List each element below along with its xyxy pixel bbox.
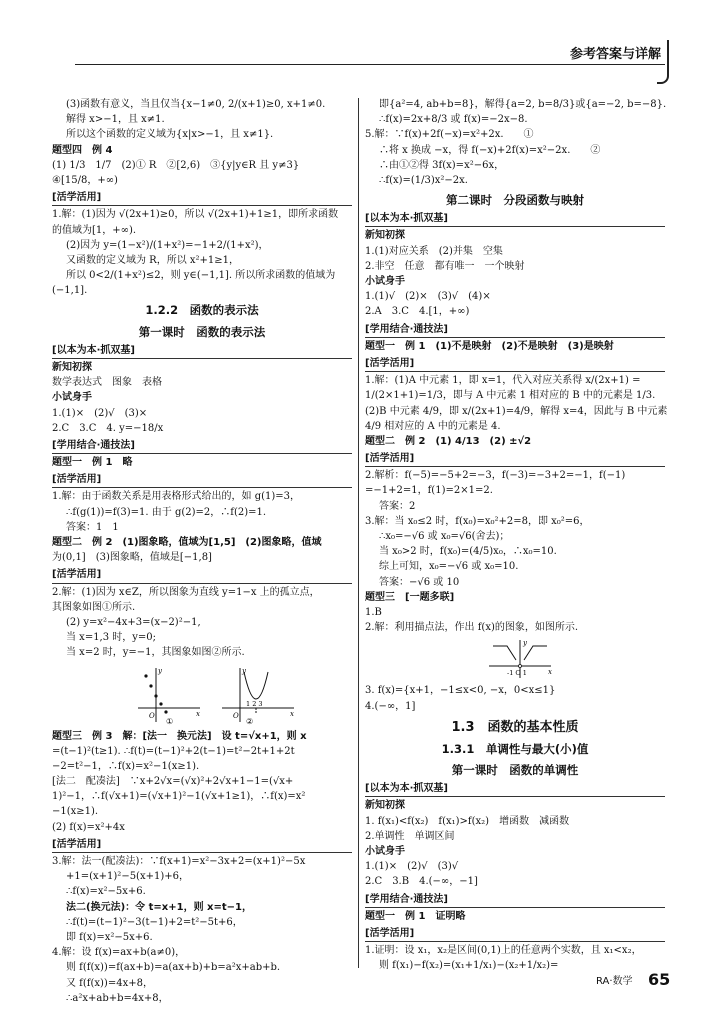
page-header-title: 参考答案与详解 xyxy=(569,47,661,62)
right-block-3 xyxy=(365,684,665,712)
lesson-heading: 第一课时 函数的表示法 xyxy=(138,324,266,339)
right-column xyxy=(365,98,668,976)
tag-huoxue: [活学活用] xyxy=(52,838,352,853)
text-line: 的值域为[1，+∞). xyxy=(52,224,137,236)
text-line: 题型四 例 4 xyxy=(52,144,113,156)
text-line: 2.C 3.C 4. y=−18/x xyxy=(52,422,164,434)
text-line: 1)²−1，∴f(√x+1)=(√x+1)²−1(√x+1≥1)，∴f(x)=x² xyxy=(52,791,306,803)
tag-huoxue: [活学活用] xyxy=(365,357,665,372)
text-line: 4.(−∞，1] xyxy=(365,700,416,712)
text-line: 答案：−√6 或 10 xyxy=(379,576,460,588)
text-line: 1.(1)× (2)√ (3)√ xyxy=(365,861,459,873)
text-line: 2.C 3.B 4.(−∞，−1] xyxy=(365,876,478,888)
text-line: ∴a²x+ab+b=4x+8， xyxy=(66,992,169,1004)
text-line: 答案：1 1 xyxy=(66,521,119,533)
text-line: 1.解：(1)A 中元素 1，即 x=1，代入对应关系得 x/(2x+1) = xyxy=(365,375,641,387)
figure-2-caption: ② xyxy=(246,716,254,726)
text-line: =(t−1)²(t≥1). ∴f(t)=(t−1)²+2(t−1)=t²−2t+1+2t xyxy=(52,745,295,757)
text-line: (3)函数有意义，当且仅当{x−1≠0, 2/(x+1)≥0, x+1≠0. xyxy=(66,99,326,110)
text-line: 题型一 例 1 (1)不是映射 (2)不是映射 (3)是映射 xyxy=(365,340,614,352)
column-divider xyxy=(358,98,359,968)
text-line: 则 f(x₁)−f(x₂)=(x₁+1/x₁)−(x₂+1/x₂)= xyxy=(379,960,559,972)
text-line: 法二(换元法)：令 t=x+1，则 x=t−1， xyxy=(66,901,252,913)
text-line: (1) 1/3 1/7 (2)① R ②[2,6) ③{y|y∈R 且 y≠3} xyxy=(52,159,300,171)
figures-row xyxy=(134,664,352,726)
figure-1 xyxy=(134,664,204,726)
text-line: 其图象如图①所示. xyxy=(52,601,136,613)
text-line: (2) f(x)=x²+4x xyxy=(52,821,125,833)
text-line: 小试身手 xyxy=(365,276,405,288)
text-line: +1=(x+1)²−5(x+1)+6， xyxy=(66,871,189,883)
text-line: ∴f(x)=2x+8/3 或 f(x)=−2x−8. xyxy=(379,114,528,126)
text-line: 答案：2 xyxy=(379,500,416,512)
text-line: 1.(1)× (2)√ (3)× xyxy=(52,407,148,419)
text-line: 2.非空 任意 都有唯一 一个映射 xyxy=(365,260,525,272)
text-line: 新知初探 xyxy=(365,800,405,812)
text-line: ∴由①②得 3f(x)=x²−6x， xyxy=(379,159,505,171)
text-line: 1.证明：设 x₁，x₂是区间(0,1)上的任意两个实数，且 x₁<x₂， xyxy=(365,945,642,957)
footer-label: RA·数学 xyxy=(596,976,633,987)
subsection-heading: 1.3.1 单调性与最大(小)值 xyxy=(441,741,589,756)
text-line: [法二 配凑法] ∵x+2√x=(√x)²+2√x+1−1=(√x+ xyxy=(52,776,294,788)
text-line: (2) y=x²−4x+3=(x−2)²−1, xyxy=(66,616,201,628)
left-block-3 xyxy=(52,730,352,1005)
text-line: 2.解析：f(−5)=−5+2=−3，f(−3)=−3+2=−1，f(−1) xyxy=(365,470,626,482)
text-line: 即{a²=4, ab+b=8}，解得{a=2, b=8/3}或{a=−2, b=−8}. xyxy=(379,99,667,110)
text-line: 3.解：法一(配凑法)：∵f(x+1)=x²−3x+2=(x+1)²−5x xyxy=(52,856,306,868)
figure-2 xyxy=(218,664,298,726)
text-line: 当 x=1,3 时，y=0; xyxy=(66,632,157,644)
text-line: ④[15/8，+∞) xyxy=(52,174,118,186)
text-line: 题型一 例 1 略 xyxy=(52,457,133,469)
axis-x-label: x xyxy=(290,709,294,718)
tag-huoxue: [活学活用] xyxy=(365,452,665,467)
tag-huoxue: [活学活用] xyxy=(52,191,352,206)
text-line: (2)因为 y=(1−x²)/(1+x²)=−1+2/(1+x²)， xyxy=(66,239,269,251)
text-line: ∴x₀=−√6 或 x₀=√6(舍去)； xyxy=(379,531,510,543)
text-line: 2.单调性 单调区间 xyxy=(365,830,455,842)
figure-1-caption: ① xyxy=(166,716,174,726)
left-block-2 xyxy=(52,344,352,660)
text-line: 当 x=2 时，y=−1，其图象如图②所示. xyxy=(66,647,245,659)
origin-label: O xyxy=(149,711,155,720)
text-line: ∴f(x)=x²−5x+6. xyxy=(66,886,146,898)
text-line: 题型一 例 1 证明略 xyxy=(365,910,466,922)
right-block-2 xyxy=(365,212,668,634)
tag-xueyong: [学用结合·通技法] xyxy=(52,439,352,454)
tag-xueyong: [学用结合·通技法] xyxy=(365,893,665,908)
section-heading: 1.3 函数的基本性质 xyxy=(451,719,579,735)
text-line: 1. f(x₁)<f(x₂) f(x₁)>f(x₂) 增函数 减函数 xyxy=(365,815,570,827)
figure-3 xyxy=(485,638,555,680)
tag-benwei: [以本为本·抓双基] xyxy=(365,782,665,797)
text-line: ∴将 x 换成 −x，得 f(−x)+2f(x)=x²−2x. ② xyxy=(379,144,601,156)
tag-xueyong: [学用结合·通技法] xyxy=(365,323,665,338)
axis-y-label: y xyxy=(523,639,527,648)
text-line: 1.解：由于函数关系是用表格形式给出的，如 g(1)=3， xyxy=(52,491,301,503)
tag-benwei: [以本为本·抓双基] xyxy=(365,212,665,227)
text-line: 所以这个函数的定义域为{x|x>−1，且 x≠1}. xyxy=(66,129,274,141)
text-line: 又函数的定义域为 R，所以 x²+1≥1， xyxy=(66,254,240,266)
lesson-heading: 第一课时 函数的单调性 xyxy=(451,763,579,778)
axis-x-label: x xyxy=(196,709,200,718)
text-line: 5.解：∵f(x)+2f(−x)=x²+2x. ① xyxy=(365,129,534,141)
text-line: 2.解：(1)因为 x∈Z，所以图象为直线 y=1−x 上的孤立点， xyxy=(52,586,320,598)
text-line: 新知初探 xyxy=(52,361,92,373)
figure-3-wrap xyxy=(485,638,665,680)
axis-y-label: y xyxy=(158,666,162,675)
text-line: 数学表达式 图象 表格 xyxy=(52,377,162,389)
text-line: 综上可知，x₀=−√6 或 x₀=10. xyxy=(379,561,519,573)
tag-huoxue: [活学活用] xyxy=(52,568,352,583)
text-line: ∴f(t)=(t−1)²−3(t−1)+2=t²−5t+6， xyxy=(66,916,243,928)
left-block-1 xyxy=(52,98,352,297)
text-line: 即 f(x)=x²−5x+6. xyxy=(66,931,153,943)
origin-label: O xyxy=(233,711,239,720)
text-line: 题型三 [一题多联] xyxy=(365,591,455,603)
axis-y-label: y xyxy=(242,666,246,675)
tag-benwei: [以本为本·抓双基] xyxy=(52,344,352,359)
text-line: 当 x₀>2 时，f(x₀)=(4/5)x₀，∴x₀=10. xyxy=(379,546,557,558)
text-line: 则 f(f(x))=f(ax+b)=a(ax+b)+b=a²x+ab+b. xyxy=(66,962,281,974)
text-line: 1/(2×1+1)=1/3，即与 A 中元素 1 相对应的 B 中的元素是 1/3. xyxy=(365,390,656,402)
text-line: 1.解：(1)因为 √(2x+1)≥0，所以 √(2x+1)+1≥1，即所求函数 xyxy=(52,209,339,221)
text-line: 3.解：当 x₀≤2 时，f(x₀)=x₀²+2=8，即 x₀²=6， xyxy=(365,515,590,527)
left-column xyxy=(52,98,352,1009)
text-line: 题型二 例 2 (1) 4/13 (2) ±√2 xyxy=(365,435,532,447)
text-line: 题型三 例 3 解：[法一 换元法] 设 t=√x+1，则 x xyxy=(52,730,307,742)
header-rule xyxy=(75,64,665,65)
text-line: 小试身手 xyxy=(52,392,92,404)
text-line: 2.A 3.C 4.[1，+∞) xyxy=(365,306,470,318)
text-line: 题型二 例 2 (1)图象略，值域为[1,5] (2)图象略，值域 xyxy=(52,537,322,549)
right-block-1 xyxy=(365,98,665,187)
text-line: 1.(1)对应关系 (2)并集 空集 xyxy=(365,245,503,257)
text-line: 所以 0<2/(1+x²)≤2，则 y∈(−1,1]. 所以所求函数的值域为 xyxy=(66,270,336,282)
tick-labels: -1 O 1 xyxy=(507,669,527,678)
text-line: (−1,1]. xyxy=(52,285,88,297)
text-line: 2.解：利用描点法，作出 f(x)的图象，如图所示. xyxy=(365,622,579,634)
text-line: 1.(1)√ (2)× (3)√ (4)× xyxy=(365,291,491,303)
tick-labels: 1 2 3 xyxy=(246,699,263,708)
text-line: −1(x≥1). xyxy=(52,806,99,818)
text-line: ∴f(x)=(1/3)x²−2x. xyxy=(379,174,468,186)
text-line: 3. f(x)={x+1，−1≤x<0, −x，0<x≤1} xyxy=(365,685,556,697)
text-line: 为(0,1] (3)图象略，值域是[−1,8] xyxy=(52,552,212,564)
text-line: 4.解：设 f(x)=ax+b(a≠0)， xyxy=(52,947,186,959)
text-line: ∴f(g(1))=f(3)=1. 由于 g(2)=2，∴f(2)=1. xyxy=(66,506,267,518)
text-line: 新知初探 xyxy=(365,230,405,242)
text-line: 1.B xyxy=(365,606,382,618)
section-heading: 1.2.2 函数的表示法 xyxy=(145,303,259,318)
axis-x-label: x xyxy=(548,668,552,677)
text-line: 解得 x>−1，且 x≠1. xyxy=(66,114,165,126)
text-line: (2)B 中元素 4/9，即 x/(2x+1)=4/9，解得 x=4，因此与 B 中元素 xyxy=(365,405,668,417)
text-line: 4/9 相对应的 A 中的元素是 4. xyxy=(365,420,501,432)
lesson-heading: 第二课时 分段函数与映射 xyxy=(446,193,584,208)
text-line: 小试身手 xyxy=(365,845,405,857)
tag-huoxue: [活学活用] xyxy=(365,927,665,942)
tag-huoxue: [活学活用] xyxy=(52,473,352,488)
text-line: =−1+2=1，f(1)=2×1=2. xyxy=(365,485,493,497)
text-line: 又 f(f(x))=4x+8， xyxy=(66,977,153,989)
page-number: 65 xyxy=(648,970,671,989)
text-line: −2=t²−1，∴f(x)=x²−1(x≥1). xyxy=(52,760,200,772)
right-block-4 xyxy=(365,782,665,972)
